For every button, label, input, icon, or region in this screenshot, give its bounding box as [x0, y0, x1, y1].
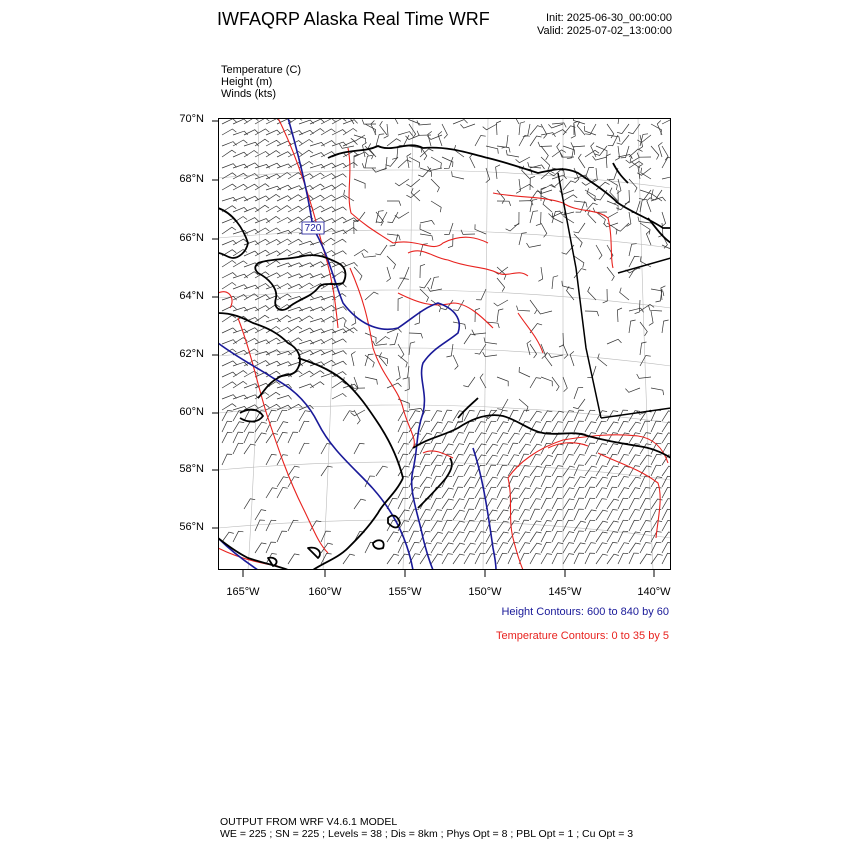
temperature-contours-legend: Temperature Contours: 0 to 35 by 5: [495, 630, 669, 642]
lon-label: 140°W: [637, 586, 671, 598]
lat-label: 56°N: [179, 521, 204, 533]
init-time: Init: 2025-06-30_00:00:00: [546, 12, 672, 24]
footer-line-1: OUTPUT FROM WRF V4.6.1 MODEL: [220, 816, 398, 828]
lon-label: 165°W: [226, 586, 260, 598]
map-border: [218, 118, 671, 570]
lat-label: 64°N: [179, 290, 204, 302]
valid-time: Valid: 2025-07-02_13:00:00: [537, 25, 672, 37]
map-title: IWFAQRP Alaska Real Time WRF: [217, 9, 490, 29]
map-panel: [218, 118, 671, 570]
lat-label: 70°N: [179, 113, 204, 125]
lat-label: 58°N: [179, 463, 204, 475]
footer-line-2: WE = 225 ; SN = 225 ; Levels = 38 ; Dis = 8km ; Phys Opt = 8 ; PBL Opt = 1 ; Cu Opt = 3: [220, 828, 634, 840]
field-height: Height (m): [221, 76, 273, 88]
lat-label: 68°N: [179, 173, 204, 185]
lon-label: 145°W: [548, 586, 582, 598]
model-footer: [220, 816, 633, 840]
lon-label: 155°W: [388, 586, 422, 598]
lat-label: 66°N: [179, 232, 204, 244]
lat-label: 62°N: [179, 348, 204, 360]
lat-label: 60°N: [179, 406, 204, 418]
field-winds: Winds (kts): [221, 88, 276, 100]
lon-label: 150°W: [468, 586, 502, 598]
contour-label-720: 720: [304, 223, 322, 234]
field-temperature: Temperature (C): [221, 64, 302, 76]
lon-label: 160°W: [308, 586, 342, 598]
height-contours-legend: Height Contours: 600 to 840 by 60: [501, 606, 669, 618]
